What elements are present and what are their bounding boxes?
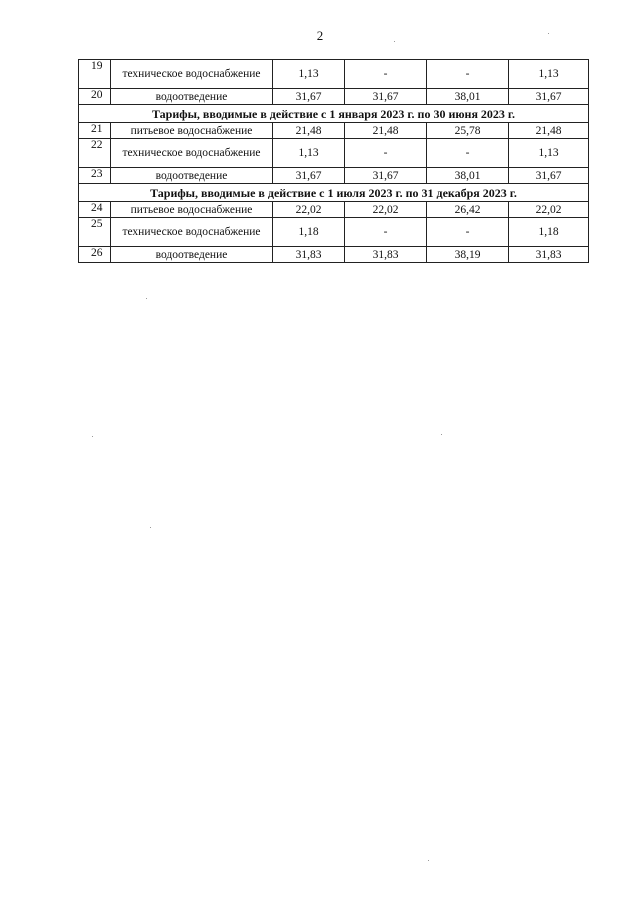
row-number: 26	[79, 247, 111, 263]
table-row	[79, 168, 589, 184]
tariff-value: 1,13	[273, 139, 345, 168]
scan-speck	[428, 860, 429, 861]
row-number: 25	[79, 218, 111, 247]
scan-speck	[441, 434, 442, 435]
tariff-value: 1,13	[509, 139, 589, 168]
page-number: 2	[316, 28, 324, 43]
row-number: 20	[79, 89, 111, 105]
tariff-value: 38,01	[427, 89, 509, 105]
tariff-value: 31,67	[509, 89, 589, 105]
tariff-value: 1,13	[509, 60, 589, 89]
tariff-value: 31,67	[345, 89, 427, 105]
section-title: Тарифы, вводимые в действие с 1 января 2023 г. по 30 июня 2023 г.	[79, 105, 589, 123]
service-name: техническое водоснабжение	[111, 60, 273, 89]
tariff-value: 1,13	[273, 60, 345, 89]
tariff-value: 21,48	[273, 123, 345, 139]
service-name: техническое водоснабжение	[111, 218, 273, 247]
table-row	[79, 218, 589, 247]
service-name: водоотведение	[111, 168, 273, 184]
tariff-value: 25,78	[427, 123, 509, 139]
tariff-value: -	[427, 60, 509, 89]
scan-speck	[394, 41, 395, 42]
service-name: питьевое водоснабжение	[111, 123, 273, 139]
tariff-value: 22,02	[345, 202, 427, 218]
service-name: питьевое водоснабжение	[111, 202, 273, 218]
tariff-value: 22,02	[509, 202, 589, 218]
tariff-value: -	[345, 139, 427, 168]
table-row	[79, 123, 589, 139]
service-name: техническое водоснабжение	[111, 139, 273, 168]
scan-speck	[150, 527, 151, 528]
section-title: Тарифы, вводимые в действие с 1 июля 2023 г. по 31 декабря 2023 г.	[79, 184, 589, 202]
service-name: водоотведение	[111, 247, 273, 263]
tariff-value: 1,18	[509, 218, 589, 247]
tariff-value: 21,48	[345, 123, 427, 139]
tariff-value: 1,18	[273, 218, 345, 247]
row-number: 23	[79, 168, 111, 184]
scan-speck	[92, 436, 93, 437]
tariff-value: 31,67	[273, 168, 345, 184]
tariff-value: -	[345, 218, 427, 247]
tariff-value: 38,19	[427, 247, 509, 263]
tariff-value: 38,01	[427, 168, 509, 184]
tariff-value: -	[427, 218, 509, 247]
tariff-value: 31,67	[273, 89, 345, 105]
tariff-table	[78, 59, 589, 263]
tariff-value: 31,83	[273, 247, 345, 263]
scan-speck	[548, 33, 549, 34]
tariff-value: -	[345, 60, 427, 89]
tariff-value: 31,67	[345, 168, 427, 184]
service-name: водоотведение	[111, 89, 273, 105]
table-row	[79, 139, 589, 168]
tariff-value: 22,02	[273, 202, 345, 218]
row-number: 19	[79, 60, 111, 89]
table-row	[79, 89, 589, 105]
tariff-value: 26,42	[427, 202, 509, 218]
table-row	[79, 60, 589, 89]
tariff-value: -	[427, 139, 509, 168]
row-number: 22	[79, 139, 111, 168]
table-row	[79, 247, 589, 263]
row-number: 24	[79, 202, 111, 218]
row-number: 21	[79, 123, 111, 139]
scan-speck	[146, 298, 147, 299]
section-header-row	[79, 184, 589, 202]
table-row	[79, 202, 589, 218]
tariff-value: 31,67	[509, 168, 589, 184]
tariff-value: 21,48	[509, 123, 589, 139]
tariff-value: 31,83	[509, 247, 589, 263]
section-header-row	[79, 105, 589, 123]
tariff-value: 31,83	[345, 247, 427, 263]
